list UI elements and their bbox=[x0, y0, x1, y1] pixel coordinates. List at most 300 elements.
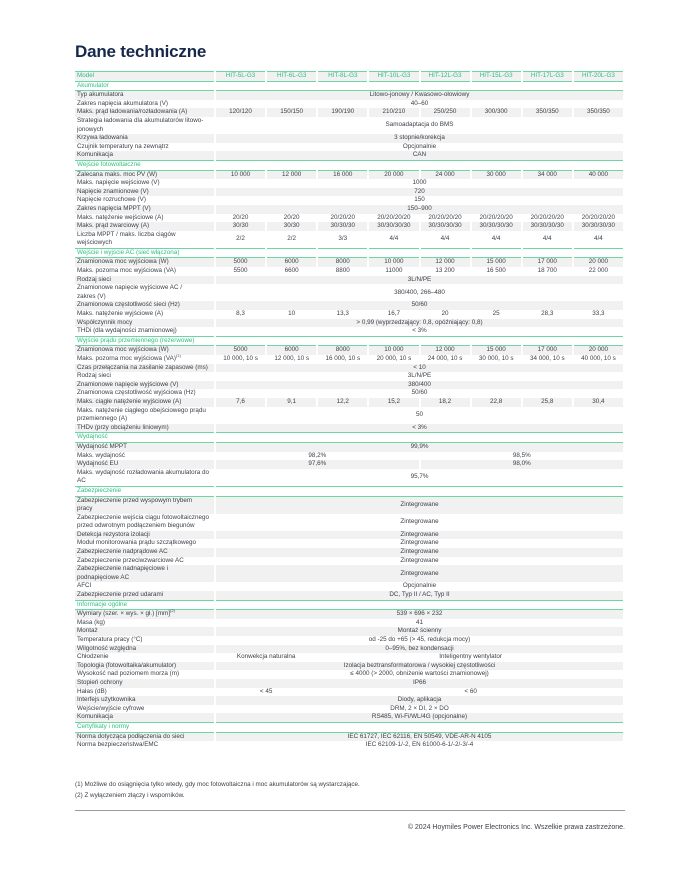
spec-value: < 10 bbox=[215, 364, 624, 373]
spec-label-text: Moduł monitorowania prądu szczątkowego bbox=[77, 539, 197, 547]
spec-value: IP66 bbox=[215, 679, 624, 688]
spec-label bbox=[75, 688, 215, 697]
spec-row bbox=[75, 741, 624, 750]
spec-label bbox=[75, 705, 215, 714]
spec-label bbox=[75, 679, 215, 688]
spec-row bbox=[75, 389, 624, 398]
spec-label bbox=[75, 407, 215, 424]
spec-value: 190/190 bbox=[317, 108, 368, 117]
spec-label bbox=[75, 591, 215, 600]
spec-value: 30/30 bbox=[266, 222, 317, 231]
spec-value: 18 700 bbox=[522, 267, 573, 276]
spec-value: ≤ 4000 (> 2000, obniżenie wartości znamionowej) bbox=[215, 670, 624, 679]
spec-row bbox=[75, 662, 624, 671]
spec-value: 98,0% bbox=[420, 460, 625, 469]
spec-value: 7,6 bbox=[215, 398, 266, 407]
spec-value: 8000 bbox=[317, 258, 368, 267]
spec-label-text: Znamionowa częstotliwość sieci (Hz) bbox=[77, 301, 180, 309]
spec-row bbox=[75, 355, 624, 364]
spec-label-text: THDv (przy obciążeniu liniowym) bbox=[77, 423, 169, 431]
spec-row bbox=[75, 565, 624, 582]
spec-row bbox=[75, 134, 624, 143]
spec-value: Zintegrowane bbox=[215, 548, 624, 557]
spec-label-text: Maks. wydajność bbox=[77, 451, 125, 459]
spec-label bbox=[75, 364, 215, 373]
footnote-ref: (1) bbox=[175, 352, 181, 358]
header-row bbox=[75, 72, 624, 82]
spec-value: RS485, Wi-Fi/WL/4G (opcjonalne) bbox=[215, 713, 624, 722]
spec-value: 210/210 bbox=[368, 108, 419, 117]
spec-value: 34 000, 10 s bbox=[522, 355, 573, 364]
spec-label-text: Norma dotycząca podłączenia do sieci bbox=[77, 732, 185, 740]
spec-label-text: Rodzaj sieci bbox=[77, 275, 111, 283]
spec-label bbox=[75, 381, 215, 390]
spec-value: 33,3 bbox=[573, 310, 624, 319]
spec-row bbox=[75, 610, 624, 619]
spec-label-text: Zabezpieczenie przeciwzwarciowe AC bbox=[77, 556, 184, 564]
spec-value: Opcjonalnie bbox=[215, 143, 624, 152]
spec-value: Diody, aplikacja bbox=[215, 696, 624, 705]
spec-label bbox=[75, 258, 215, 267]
spec-row bbox=[75, 372, 624, 381]
spec-row bbox=[75, 732, 624, 741]
spec-row bbox=[75, 591, 624, 600]
spec-value: Konwekcja naturalna bbox=[215, 653, 317, 662]
spec-label bbox=[75, 100, 215, 109]
spec-label-text: Zalecana maks. moc PV (W) bbox=[77, 170, 158, 178]
spec-label bbox=[75, 452, 215, 461]
spec-value: 5000 bbox=[215, 258, 266, 267]
spec-value: 16,7 bbox=[368, 310, 419, 319]
spec-label bbox=[75, 670, 215, 679]
spec-label bbox=[75, 514, 215, 531]
section-heading bbox=[75, 600, 624, 610]
spec-row bbox=[75, 276, 624, 285]
spec-label bbox=[75, 582, 215, 591]
spec-value: 30/30/30/30 bbox=[471, 222, 522, 231]
spec-label-text: Zabezpieczenie przed wyspowym trybem pracy bbox=[77, 496, 193, 513]
spec-label bbox=[75, 442, 215, 451]
spec-value: 25,8 bbox=[522, 398, 573, 407]
spec-row bbox=[75, 205, 624, 214]
header-model: HIT-15L-G3 bbox=[471, 72, 522, 82]
spec-value: 20/20/20/20 bbox=[573, 214, 624, 223]
spec-value: DRM, 2 × DI, 2 × DO bbox=[215, 705, 624, 714]
spec-value: 9,1 bbox=[266, 398, 317, 407]
spec-value: 50 bbox=[215, 407, 624, 424]
spec-label bbox=[75, 645, 215, 654]
spec-label-text: Montaż bbox=[77, 627, 98, 635]
spec-value: 6000 bbox=[266, 258, 317, 267]
spec-value: 300/300 bbox=[471, 108, 522, 117]
spec-row bbox=[75, 531, 624, 540]
spec-label-text: Zabezpieczenie nadnapięciowe i podnapięciowe AC bbox=[77, 565, 169, 581]
spec-row bbox=[75, 636, 624, 645]
spec-label-text: Liczba MPPT / maks. liczba ciągów wejściowych bbox=[77, 230, 176, 247]
spec-label-text: Norma bezpieczeństwa/EMC bbox=[77, 741, 159, 749]
spec-row bbox=[75, 514, 624, 531]
spec-label bbox=[75, 151, 215, 160]
section-title: Wydajność bbox=[75, 433, 624, 443]
spec-row bbox=[75, 319, 624, 328]
spec-value: 20/20 bbox=[215, 214, 266, 223]
spec-value: 3/3 bbox=[317, 231, 368, 249]
spec-label-text: Typ akumulatora bbox=[77, 91, 124, 99]
spec-label bbox=[75, 531, 215, 540]
spec-value: 30/30/30/30 bbox=[522, 222, 573, 231]
section-heading bbox=[75, 486, 624, 496]
spec-label-text: Wysokość nad poziomem morza (m) bbox=[77, 670, 180, 678]
spec-value: Zintegrowane bbox=[215, 539, 624, 548]
spec-value: 30/30/30 bbox=[317, 222, 368, 231]
spec-value: 24 000 bbox=[420, 170, 471, 179]
divider bbox=[75, 810, 625, 811]
spec-value: IEC 61727, IEC 62116, EN 50549, VDE-AR-N 4105 bbox=[215, 732, 624, 741]
spec-row bbox=[75, 364, 624, 373]
spec-value: 3 stopnie/korekcja bbox=[215, 134, 624, 143]
spec-label-text: Krzywa ładowania bbox=[77, 134, 128, 142]
spec-label bbox=[75, 117, 215, 134]
spec-value: Zintegrowane bbox=[215, 557, 624, 566]
spec-label bbox=[75, 284, 215, 301]
spec-value: 41 bbox=[215, 619, 624, 628]
spec-label-text: Napięcie znamionowe (V) bbox=[77, 187, 149, 195]
spec-label-text: Chłodzenie bbox=[77, 653, 109, 661]
spec-row bbox=[75, 231, 624, 249]
spec-value: 6600 bbox=[266, 267, 317, 276]
spec-value: 15 000 bbox=[471, 346, 522, 355]
spec-value: 30 000 bbox=[471, 170, 522, 179]
spec-value: 30/30/30/30 bbox=[573, 222, 624, 231]
spec-label-text: Znamionowa moc wyjściowa (W) bbox=[77, 346, 169, 354]
spec-label-text: AFCI bbox=[77, 582, 92, 590]
spec-value: 250/250 bbox=[420, 108, 471, 117]
header-model: HIT-5L-G3 bbox=[215, 72, 266, 82]
spec-value: 8,3 bbox=[215, 310, 266, 319]
spec-value: 4/4 bbox=[522, 231, 573, 249]
spec-row bbox=[75, 424, 624, 433]
spec-row bbox=[75, 151, 624, 160]
spec-value: 16 000 bbox=[317, 170, 368, 179]
spec-label bbox=[75, 108, 215, 117]
spec-row bbox=[75, 442, 624, 451]
spec-label-text: Zabezpieczenie przed udarami bbox=[77, 591, 164, 599]
spec-row bbox=[75, 258, 624, 267]
spec-label-text: Masa (kg) bbox=[77, 618, 105, 626]
spec-value: 150/150 bbox=[266, 108, 317, 117]
spec-row bbox=[75, 627, 624, 636]
spec-value: 8800 bbox=[317, 267, 368, 276]
spec-label bbox=[75, 352, 215, 364]
spec-value: 98,5% bbox=[420, 452, 625, 461]
spec-label bbox=[75, 696, 215, 705]
spec-value: Opcjonalnie bbox=[215, 582, 624, 591]
spec-value: od -25 do +65 (> 45, redukcja mocy) bbox=[215, 636, 624, 645]
spec-row bbox=[75, 222, 624, 231]
spec-value: 13,3 bbox=[317, 310, 368, 319]
spec-row bbox=[75, 284, 624, 301]
spec-value: > 0,99 (wyprzedzający: 0,8, opóźniający: 0,8) bbox=[215, 319, 624, 328]
spec-label bbox=[75, 636, 215, 645]
spec-label-text: Topologia (fotowoltaika/akumulator) bbox=[77, 661, 177, 669]
spec-label-text: Znamionowa moc wyjściowa (W) bbox=[77, 258, 169, 266]
spec-value: < 60 bbox=[317, 688, 624, 697]
spec-value: 8000 bbox=[317, 346, 368, 355]
spec-value: Zintegrowane bbox=[215, 531, 624, 540]
spec-row bbox=[75, 108, 624, 117]
spec-value: 20/20/20/20 bbox=[471, 214, 522, 223]
spec-row bbox=[75, 398, 624, 407]
spec-value: 30/30 bbox=[215, 222, 266, 231]
header-model-label: Model bbox=[75, 72, 215, 82]
spec-value: 40 000 bbox=[573, 170, 624, 179]
spec-value: 2/2 bbox=[266, 231, 317, 249]
spec-label bbox=[75, 627, 215, 636]
header-model: HIT-17L-G3 bbox=[522, 72, 573, 82]
spec-row bbox=[75, 143, 624, 152]
spec-label-text: Znamionowe napięcie wyjściowe AC / zakres (V) bbox=[77, 284, 182, 300]
spec-row bbox=[75, 170, 624, 179]
spec-value: 120/120 bbox=[215, 108, 266, 117]
spec-value: 12 000, 10 s bbox=[266, 355, 317, 364]
spec-value: 350/350 bbox=[573, 108, 624, 117]
spec-value: 22,8 bbox=[471, 398, 522, 407]
spec-label-text: Strategia ładowania dla akumulatorów litowo- jonowych bbox=[77, 116, 204, 133]
spec-label bbox=[75, 179, 215, 188]
spec-row bbox=[75, 188, 624, 197]
spec-label-text: Wydajność MPPT bbox=[77, 442, 127, 450]
spec-value: 20 bbox=[420, 310, 471, 319]
spec-value: 150 bbox=[215, 196, 624, 205]
spec-label-text: Znamionowa częstotliwość wyjściowa (Hz) bbox=[77, 389, 196, 397]
spec-row bbox=[75, 301, 624, 310]
spec-label bbox=[75, 610, 215, 619]
spec-label-text: Temperatura pracy (°C) bbox=[77, 636, 143, 643]
spec-value: 2/2 bbox=[215, 231, 266, 249]
spec-row bbox=[75, 582, 624, 591]
spec-label-text: Wejście/wyjście cyfrowe bbox=[77, 704, 145, 712]
spec-label-text: Czujnik temperatury na zewnątrz bbox=[77, 142, 169, 150]
spec-label bbox=[75, 460, 215, 469]
spec-value: 10 000 bbox=[368, 258, 419, 267]
header-model: HIT-12L-G3 bbox=[420, 72, 471, 82]
spec-label bbox=[75, 548, 215, 557]
spec-label-text: Maks. prąd ładowania/rozładowania (A) bbox=[77, 108, 188, 116]
spec-value: 30 000, 10 s bbox=[471, 355, 522, 364]
section-title: Wyjście prądu przemiennego (rezerwowe) bbox=[75, 336, 624, 346]
spec-row bbox=[75, 452, 624, 461]
spec-value: 20/20/20/20 bbox=[522, 214, 573, 223]
spec-value: 12 000 bbox=[420, 346, 471, 355]
spec-row bbox=[75, 679, 624, 688]
spec-label-text: Zakres napięcia akumulatora (V) bbox=[77, 99, 168, 107]
spec-value: 40 000, 10 s bbox=[573, 355, 624, 364]
spec-label-text: Wydajność EU bbox=[77, 460, 119, 468]
spec-label-text: Interfejs użytkownika bbox=[77, 696, 136, 704]
spec-value: 97,6% bbox=[215, 460, 420, 469]
spec-value: 20 000, 10 s bbox=[368, 355, 419, 364]
spec-value: 350/350 bbox=[522, 108, 573, 117]
spec-label-text: Zakres napięcia MPPT (V) bbox=[77, 204, 151, 212]
spec-value: 539 × 696 × 232 bbox=[215, 610, 624, 619]
spec-row bbox=[75, 310, 624, 319]
spec-value: 3L/N/PE bbox=[215, 276, 624, 285]
section-title: Informacje ogólne bbox=[75, 600, 624, 610]
spec-value: Izolacja beztransformatorowa / wysokiej częstotliwości bbox=[215, 662, 624, 671]
spec-label bbox=[75, 713, 215, 722]
spec-row bbox=[75, 688, 624, 697]
spec-value: DC, Typ II / AC, Typ II bbox=[215, 591, 624, 600]
spec-label-text: Detekcja rezystora izolacji bbox=[77, 530, 150, 538]
section-heading bbox=[75, 433, 624, 443]
spec-label bbox=[75, 398, 215, 407]
spec-label-text: Znamionowe napięcie wyjściowe (V) bbox=[77, 380, 179, 388]
spec-label-text: Czas przełączania na zasilanie zapasowe (ms) bbox=[77, 363, 208, 371]
spec-value: 4/4 bbox=[573, 231, 624, 249]
spec-value: 4/4 bbox=[471, 231, 522, 249]
section-heading bbox=[75, 248, 624, 258]
spec-value: 98,2% bbox=[215, 452, 420, 461]
spec-value: 20 000 bbox=[368, 170, 419, 179]
spec-row bbox=[75, 407, 624, 424]
spec-label-text: Współczynnik mocy bbox=[77, 318, 133, 326]
spec-row bbox=[75, 539, 624, 548]
spec-value: 17 000 bbox=[522, 346, 573, 355]
spec-row bbox=[75, 381, 624, 390]
spec-label bbox=[75, 143, 215, 152]
spec-value: 18,2 bbox=[420, 398, 471, 407]
spec-value: 25 bbox=[471, 310, 522, 319]
spec-value: 20/20/20/20 bbox=[420, 214, 471, 223]
spec-label bbox=[75, 653, 215, 662]
footnote-ref: (2) bbox=[170, 608, 175, 614]
spec-row bbox=[75, 469, 624, 487]
spec-value: 17 000 bbox=[522, 258, 573, 267]
spec-label-text: Zabezpieczenie nadprądowe AC bbox=[77, 548, 168, 556]
spec-label bbox=[75, 222, 215, 231]
spec-label bbox=[75, 424, 215, 433]
spec-value: 380/400 bbox=[215, 381, 624, 390]
spec-value: 20/20/20 bbox=[317, 214, 368, 223]
spec-row bbox=[75, 705, 624, 714]
spec-label bbox=[75, 170, 215, 179]
spec-value: Zintegrowane bbox=[215, 496, 624, 514]
spec-value: < 45 bbox=[215, 688, 317, 697]
spec-value: 720 bbox=[215, 188, 624, 197]
spec-label-text: Maks. prąd zwarciowy (A) bbox=[77, 222, 150, 230]
spec-row bbox=[75, 346, 624, 355]
spec-label-text: Komunikacja bbox=[77, 151, 114, 159]
spec-label-text: Maks. wydajność rozładowania akumulatora do AC bbox=[77, 468, 209, 485]
spec-value: Litowo-jonowy / Kwasowo-ołowiowy bbox=[215, 91, 624, 100]
spec-label-text: Maks. pozorna moc wyjściowa (VA) bbox=[77, 355, 176, 362]
section-heading bbox=[75, 160, 624, 170]
spec-label bbox=[75, 619, 215, 628]
header-model: HIT-8L-G3 bbox=[317, 72, 368, 82]
spec-label-text: Zabezpieczenie wejścia ciągu fotowoltaicznego przed odwrotnym podłączeniem biegunów bbox=[77, 513, 209, 530]
spec-value: 11000 bbox=[368, 267, 419, 276]
spec-value: 20 000 bbox=[573, 258, 624, 267]
spec-value: 10 000 bbox=[215, 170, 266, 179]
spec-label bbox=[75, 662, 215, 671]
spec-label bbox=[75, 389, 215, 398]
spec-label bbox=[75, 310, 215, 319]
spec-value: 13 200 bbox=[420, 267, 471, 276]
spec-row bbox=[75, 460, 624, 469]
spec-label bbox=[75, 741, 215, 750]
spec-label bbox=[75, 188, 215, 197]
spec-value: IEC 62109-1/-2, EN 61000-6-1/-2/-3/-4 bbox=[215, 741, 624, 750]
spec-row bbox=[75, 496, 624, 514]
spec-value: 20 000 bbox=[573, 346, 624, 355]
spec-value: 10 000 bbox=[368, 346, 419, 355]
spec-value: 5500 bbox=[215, 267, 266, 276]
spec-value: Zintegrowane bbox=[215, 565, 624, 582]
spec-value: 20/20 bbox=[266, 214, 317, 223]
spec-value: < 3% bbox=[215, 424, 624, 433]
spec-value: 30/30/30/30 bbox=[368, 222, 419, 231]
spec-label bbox=[75, 346, 215, 355]
spec-row bbox=[75, 196, 624, 205]
spec-row bbox=[75, 214, 624, 223]
spec-value: Inteligentny wentylator bbox=[317, 653, 624, 662]
spec-label-text: Rodzaj sieci bbox=[77, 372, 111, 380]
spec-value: 4/4 bbox=[420, 231, 471, 249]
spec-label bbox=[75, 205, 215, 214]
spec-value: Samoadaptacja do BMS bbox=[215, 117, 624, 134]
spec-label-text: Maks. natężenie wejściowe (A) bbox=[77, 213, 164, 221]
spec-value: 16 000, 10 s bbox=[317, 355, 368, 364]
spec-value: 15,2 bbox=[368, 398, 419, 407]
spec-label-text: Maks. ciągłe natężenie wyjściowe (A) bbox=[77, 397, 182, 405]
spec-value: 28,3 bbox=[522, 310, 573, 319]
spec-label bbox=[75, 214, 215, 223]
spec-value: 40–60 bbox=[215, 100, 624, 109]
spec-label bbox=[75, 565, 215, 582]
spec-label bbox=[75, 732, 215, 741]
spec-label bbox=[75, 372, 215, 381]
spec-row bbox=[75, 179, 624, 188]
spec-row bbox=[75, 619, 624, 628]
spec-value: 30/30/30/30 bbox=[420, 222, 471, 231]
spec-row bbox=[75, 548, 624, 557]
spec-value: 12 000 bbox=[420, 258, 471, 267]
spec-value: 3L/N/PE bbox=[215, 372, 624, 381]
section-title: Wejście fotowoltaiczne bbox=[75, 160, 624, 170]
spec-value: 10 bbox=[266, 310, 317, 319]
spec-value: 22 000 bbox=[573, 267, 624, 276]
spec-value: Montaż ścienny bbox=[215, 627, 624, 636]
spec-label bbox=[75, 196, 215, 205]
spec-value: 99,9% bbox=[215, 442, 624, 451]
spec-value: 10 000, 10 s bbox=[215, 355, 266, 364]
spec-label-text: Maks. natężenie wyjściowe (A) bbox=[77, 310, 164, 318]
spec-label bbox=[75, 319, 215, 328]
spec-value: 0–95%, bez kondensacji bbox=[215, 645, 624, 654]
spec-label-text: Wilgotność względna bbox=[77, 644, 137, 652]
spec-value: 12 000 bbox=[266, 170, 317, 179]
spec-row bbox=[75, 327, 624, 336]
spec-value: 20/20/20/20 bbox=[368, 214, 419, 223]
spec-value: 50/60 bbox=[215, 389, 624, 398]
spec-label bbox=[75, 469, 215, 487]
spec-label bbox=[75, 91, 215, 100]
spec-label-text: Stopień ochrony bbox=[77, 678, 123, 686]
spec-value: 16 500 bbox=[471, 267, 522, 276]
spec-row bbox=[75, 713, 624, 722]
spec-label bbox=[75, 231, 215, 249]
spec-row bbox=[75, 267, 624, 276]
